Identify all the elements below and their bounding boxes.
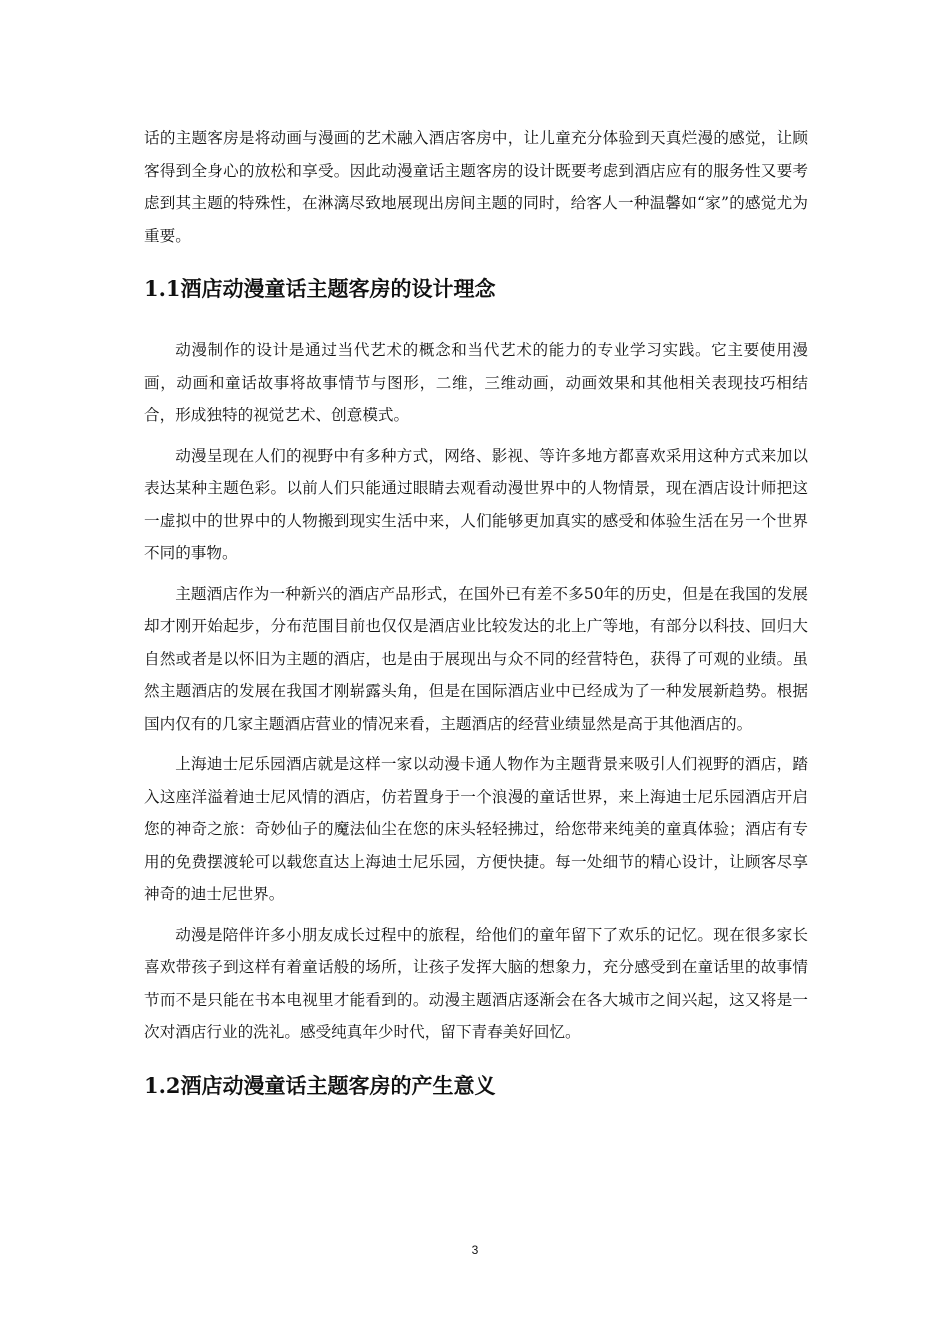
intro-paragraph: 话的主题客房是将动画与漫画的艺术融入酒店客房中，让儿童充分体验到天真烂漫的感觉，让顾客得到全身心的放松和享受。因此动漫童话主题客房的设计既要考虑到酒店应有的服务性又要考虑到其主题的特殊性，在淋漓尽致地展现出房间主题的同时，给客人一种温馨如“家”的感觉尤为重要。	[144, 129, 808, 245]
section-1-1-paragraph-4: 上海迪士尼乐园酒店就是这样一家以动漫卡通人物作为主题背景来吸引人们视野的酒店，踏入这座洋溢着迪士尼风情的酒店，仿若置身于一个浪漫的童话世界，来上海迪士尼乐园酒店开启您的神奇之旅：奇妙仙子的魔法仙尘在您的床头轻轻拂过，给您带来纯美的童真体验；酒店有专用的免费摆渡轮可以载您直达上海迪士尼乐园，方便快捷。每一处细节的精心设计，让顾客尽享神奇的迪士尼世界。	[144, 755, 808, 903]
section-1-1-paragraph-3: 主题酒店作为一种新兴的酒店产品形式，在国外已有差不多50年的历史，但是在我国的发展却才刚开始起步，分布范围目前也仅仅是酒店业比较发达的北上广等地，有部分以科技、回归大自然或者是以怀旧为主题的酒店，也是由于展现出与众不同的经营特色，获得了可观的业绩。虽然主题酒店的发展在我国才刚崭露头角，但是在国际酒店业中已经成为了一种发展新趋势。根据国内仅有的几家主题酒店营业的情况来看，主题酒店的经营业绩显然是高于其他酒店的。	[144, 584, 808, 733]
section-1-1-paragraph-2: 动漫呈现在人们的视野中有多种方式，网络、影视、等许多地方都喜欢采用这种方式来加以表达某种主题色彩。以前人们只能通过眼睛去观看动漫世界中的人物情景，现在酒店设计师把这一虚拟中的世界中的人物搬到现实生活中来，人们能够更加真实的感受和体验生活在另一个世界不同的事物。	[144, 446, 808, 562]
section-heading-1-1: 1.1酒店动漫童话主题客房的设计理念	[144, 276, 496, 301]
section-heading-1-2: 1.2酒店动漫童话主题客房的产生意义	[144, 1072, 496, 1098]
section-1-1-paragraph-1: 动漫制作的设计是通过当代艺术的概念和当代艺术的能力的专业学习实践。它主要使用漫画，动画和童话故事将故事情节与图形，二维，三维动画，动画效果和其他相关表现技巧相结合，形成独特的视觉艺术、创意模式。	[144, 341, 808, 424]
page-content	[144, 122, 808, 1101]
section-1-1-paragraph-5: 动漫是陪伴许多小朋友成长过程中的旅程，给他们的童年留下了欢乐的记忆。现在很多家长喜欢带孩子到这样有着童话般的场所，让孩子发挥大脑的想象力，充分感受到在童话里的故事情节而不是只能在书本电视里才能看到的。动漫主题酒店逐渐会在各大城市之间兴起，这又将是一次对酒店行业的洗礼。感受纯真年少时代，留下青春美好回忆。	[144, 925, 808, 1041]
page-number: 3	[471, 1243, 479, 1257]
